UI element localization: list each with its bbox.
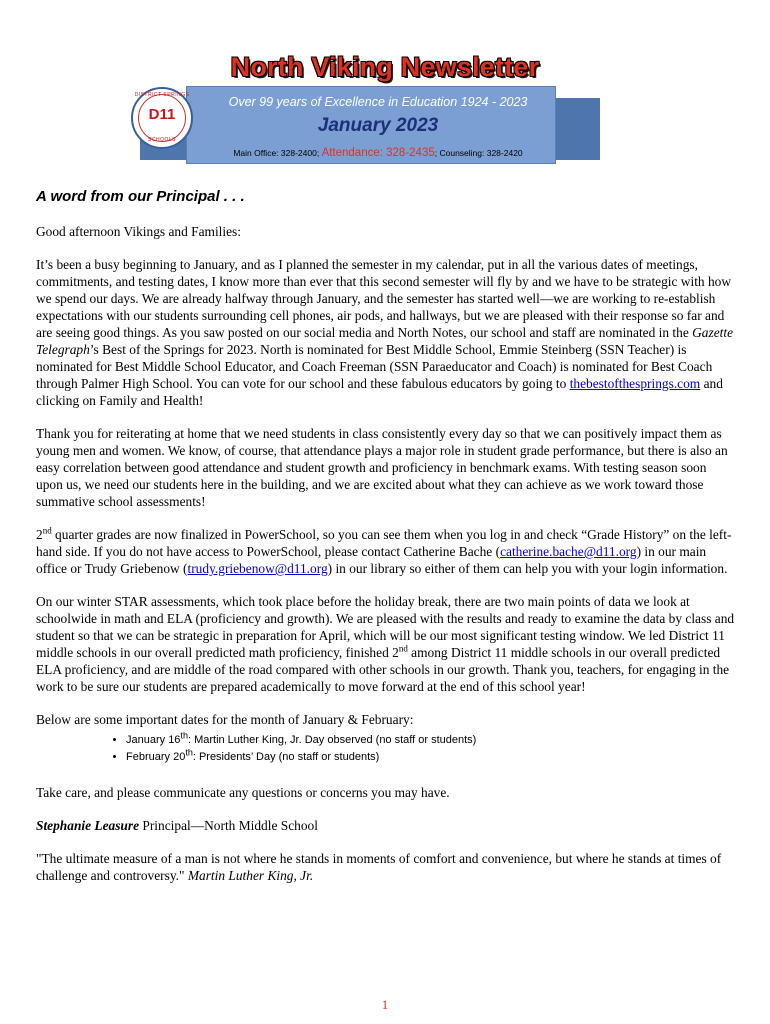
email-link-griebenow[interactable]: trudy.griebenow@d11.org bbox=[187, 561, 328, 576]
tagline: Over 99 years of Excellence in Education 1924 - 2023 bbox=[228, 95, 528, 109]
quote-text: "The ultimate measure of a man is not where he stands in moments of comfort and convenience, but where he stands at times of challenge and controversy." bbox=[36, 851, 722, 883]
signature bbox=[36, 817, 736, 834]
greeting: Good afternoon Vikings and Families: bbox=[36, 224, 241, 239]
logo-arc-bottom: SCHOOLS bbox=[148, 137, 176, 143]
p3-text-c: ) in our library so either of them can help you with your login information. bbox=[327, 561, 728, 576]
paragraph-2: Thank you for reiterating at home that we need students in class consistently every day so that we can positively impact them as young men and women. We know, of course, that attendance plays a major role in student grade performance, but there is also an easy correlation between good attendance and student growth and proficiency in benchmark exams. With testing season soon upon us, we need our students here in the building, and we are excited about what they can achieve as we work toward those summative school assessments! bbox=[36, 426, 728, 509]
list-item bbox=[126, 732, 736, 749]
date-label: January 16 bbox=[126, 734, 181, 746]
date-sup: th bbox=[185, 747, 193, 758]
attendance-phone: Attendance: 328-2435 bbox=[321, 147, 435, 159]
date-sup: th bbox=[180, 730, 188, 741]
p1-text-b: ’s Best of the Springs for 2023. North is nominated for Best Middle School, Emmie Steinberg (SSN Teacher) is nominated for Best Middle School Educator, and Coach Freeman (SSN Paraeducator and Coach) is nominated for Best Coach through Palmer High School. You can vote for our school and these fabulous educators by going to bbox=[36, 342, 713, 391]
section-heading: A word from our Principal . . . bbox=[36, 188, 245, 205]
letter-body bbox=[36, 188, 736, 900]
signature-name: Stephanie Leasure bbox=[36, 818, 140, 833]
logo-arc-top: DISTRICT SPRINGS bbox=[134, 92, 190, 98]
page-number: 1 bbox=[381, 997, 389, 1012]
signature-title: Principal—North Middle School bbox=[139, 818, 318, 833]
counseling-phone: ; Counseling: 328-2420 bbox=[434, 148, 523, 158]
p4-text-a: On our winter STAR assessments, which took place before the holiday break, there are two main points of data we look at schoolwide in math and ELA (proficiency and growth). We are pleased with the results and ready to examine the data by class and student so that we can be strategic in preparation for April, which will be our most significant testing window. We led District 11 middle schools in our overall predicted math proficiency, finished bbox=[36, 594, 735, 660]
quote bbox=[36, 850, 736, 884]
p3-text-a: quarter grades are now finalized in PowerSchool, so you can see them when you log in and check “Grade History” on the left-hand side. If you do not have access to PowerSchool, please contact Catherine Bache ( bbox=[36, 527, 732, 559]
p3-text-b: ) in our main office or Trudy Griebenow ( bbox=[36, 544, 707, 576]
quote-author: Martin Luther King, Jr. bbox=[187, 868, 314, 883]
newsletter-title: North Viking Newsletter bbox=[230, 52, 540, 82]
vote-link[interactable]: thebestofthesprings.com bbox=[569, 376, 701, 391]
paragraph-1 bbox=[36, 256, 736, 409]
date-desc: : Presidents’ Day (no staff or students) bbox=[192, 751, 380, 763]
main-office-phone: Main Office: 328-2400; bbox=[233, 148, 320, 158]
email-link-bache[interactable]: catherine.bache@d11.org bbox=[500, 544, 637, 559]
p4-num: 2 bbox=[392, 645, 399, 660]
paragraph-3 bbox=[36, 526, 736, 577]
contact-phones bbox=[186, 147, 570, 159]
district-logo bbox=[131, 87, 193, 149]
paragraph-4 bbox=[36, 593, 736, 695]
issue-month: January 2023 bbox=[317, 115, 439, 136]
p1-text-c: and clicking on Family and Health! bbox=[36, 376, 723, 408]
p1-publication: Gazette Telegraph bbox=[36, 325, 734, 357]
date-label: February 20 bbox=[126, 751, 186, 763]
p3-sup: nd bbox=[42, 525, 52, 536]
logo-text: D11 bbox=[148, 106, 176, 123]
list-item bbox=[126, 749, 736, 766]
dates-intro: Below are some important dates for the month of January & February: bbox=[36, 712, 414, 727]
p4-sup: nd bbox=[398, 643, 408, 654]
closing: Take care, and please communicate any questions or concerns you may have. bbox=[36, 785, 450, 800]
p4-text-b: among District 11 middle schools in our overall predicted ELA proficiency, and are middle of the road compared with other schools in our growth. Thank you, teachers, for engaging in the work to be sure our students are prepared academically to move forward at the end of this school year! bbox=[36, 645, 730, 694]
dates-list bbox=[36, 732, 736, 766]
p1-text-a: It’s been a busy beginning to January, and as I planned the semester in my calendar, put in all the various dates of meetings, commitments, and testing dates, I know more than ever that this second semester will fly by and we have to be strategic with how we spend our days. We are already halfway through January, and the semester has started well—we are working to re-establish expectations with our students surrounding cell phones, air pods, and hallways, but we are pleased with their response so far and are seeing good things. As you saw posted on our social media and North Notes, our school and staff are nominated in the bbox=[36, 257, 732, 340]
p3-num: 2 bbox=[36, 527, 43, 542]
date-desc: : Martin Luther King, Jr. Day observed (no staff or students) bbox=[187, 734, 477, 746]
